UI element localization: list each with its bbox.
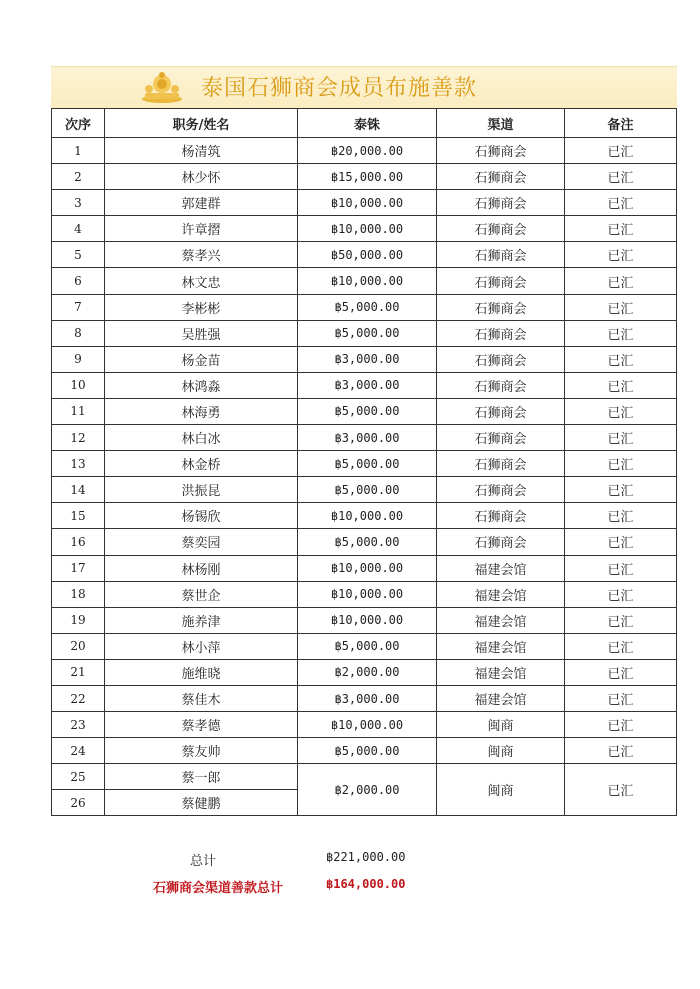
cell-note: 已汇 <box>565 320 677 346</box>
cell-amount: ฿5,000.00 <box>298 529 437 555</box>
table-row-merged-a <box>52 764 677 790</box>
total-value: ฿221,000.00 <box>326 850 406 864</box>
cell-index: 7 <box>52 294 105 320</box>
cell-amount: ฿3,000.00 <box>298 425 437 451</box>
cell-amount: ฿10,000.00 <box>298 268 437 294</box>
cell-channel: 福建会馆 <box>437 633 565 659</box>
table-row <box>52 190 677 216</box>
cell-channel: 石狮商会 <box>437 242 565 268</box>
table-row <box>52 372 677 398</box>
cell-channel: 福建会馆 <box>437 581 565 607</box>
cell-name: 林鸿淼 <box>105 372 298 398</box>
cell-channel: 石狮商会 <box>437 216 565 242</box>
cell-channel: 石狮商会 <box>437 398 565 424</box>
lion-emblem-icon <box>139 70 185 104</box>
cell-name: 杨金苗 <box>105 346 298 372</box>
cell-note: 已汇 <box>565 268 677 294</box>
table-header-row <box>52 109 677 138</box>
cell-amount: ฿20,000.00 <box>298 138 437 164</box>
cell-index: 10 <box>52 372 105 398</box>
cell-channel: 福建会馆 <box>437 685 565 711</box>
table-row <box>52 398 677 424</box>
cell-index: 3 <box>52 190 105 216</box>
cell-note: 已汇 <box>565 242 677 268</box>
cell-amount: ฿10,000.00 <box>298 712 437 738</box>
table-row <box>52 712 677 738</box>
cell-name: 杨清筑 <box>105 138 298 164</box>
cell-index: 13 <box>52 451 105 477</box>
cell-name: 蔡世企 <box>105 581 298 607</box>
cell-channel: 石狮商会 <box>437 451 565 477</box>
table-row <box>52 320 677 346</box>
header-name: 职务/姓名 <box>105 109 298 138</box>
cell-amount: ฿50,000.00 <box>298 242 437 268</box>
cell-name: 林文忠 <box>105 268 298 294</box>
cell-index: 24 <box>52 738 105 764</box>
table-row <box>52 477 677 503</box>
cell-channel: 石狮商会 <box>437 190 565 216</box>
cell-channel: 石狮商会 <box>437 268 565 294</box>
cell-channel: 石狮商会 <box>437 138 565 164</box>
cell-note: 已汇 <box>565 216 677 242</box>
cell-amount: ฿3,000.00 <box>298 685 437 711</box>
cell-channel: 石狮商会 <box>437 425 565 451</box>
table-row <box>52 346 677 372</box>
cell-note: 已汇 <box>565 346 677 372</box>
cell-note: 已汇 <box>565 764 677 816</box>
cell-channel: 石狮商会 <box>437 503 565 529</box>
cell-channel: 石狮商会 <box>437 372 565 398</box>
cell-channel: 福建会馆 <box>437 659 565 685</box>
cell-amount: ฿5,000.00 <box>298 320 437 346</box>
cell-amount: ฿5,000.00 <box>298 294 437 320</box>
cell-amount: ฿10,000.00 <box>298 190 437 216</box>
cell-name: 林小萍 <box>105 633 298 659</box>
cell-index: 23 <box>52 712 105 738</box>
cell-note: 已汇 <box>565 503 677 529</box>
table-row <box>52 242 677 268</box>
table-row <box>52 555 677 581</box>
cell-channel: 石狮商会 <box>437 477 565 503</box>
page-title: 泰国石狮商会成员布施善款 <box>201 76 478 101</box>
cell-name: 蔡健鹏 <box>105 790 298 816</box>
table-row <box>52 451 677 477</box>
cell-note: 已汇 <box>565 529 677 555</box>
cell-name: 许章摺 <box>105 216 298 242</box>
cell-name: 林金桥 <box>105 451 298 477</box>
table-row <box>52 581 677 607</box>
cell-amount: ฿3,000.00 <box>298 346 437 372</box>
cell-index: 6 <box>52 268 105 294</box>
table-row <box>52 216 677 242</box>
cell-note: 已汇 <box>565 659 677 685</box>
cell-note: 已汇 <box>565 555 677 581</box>
cell-amount: ฿5,000.00 <box>298 398 437 424</box>
cell-name: 蔡友帅 <box>105 738 298 764</box>
cell-name: 杨锡欣 <box>105 503 298 529</box>
cell-note: 已汇 <box>565 190 677 216</box>
cell-name: 林杨刚 <box>105 555 298 581</box>
cell-note: 已汇 <box>565 477 677 503</box>
cell-name: 蔡孝兴 <box>105 242 298 268</box>
cell-channel: 福建会馆 <box>437 555 565 581</box>
table-row <box>52 685 677 711</box>
cell-name: 洪振昆 <box>105 477 298 503</box>
cell-index: 14 <box>52 477 105 503</box>
donation-table <box>51 108 677 816</box>
cell-channel: 石狮商会 <box>437 529 565 555</box>
cell-index: 16 <box>52 529 105 555</box>
table-row <box>52 607 677 633</box>
cell-note: 已汇 <box>565 294 677 320</box>
cell-index: 12 <box>52 425 105 451</box>
cell-channel: 闽商 <box>437 712 565 738</box>
cell-index: 5 <box>52 242 105 268</box>
title-bar <box>51 66 677 108</box>
cell-note: 已汇 <box>565 164 677 190</box>
cell-name: 李彬彬 <box>105 294 298 320</box>
table-row <box>52 164 677 190</box>
cell-amount: ฿10,000.00 <box>298 607 437 633</box>
table-row <box>52 268 677 294</box>
cell-channel: 石狮商会 <box>437 346 565 372</box>
cell-note: 已汇 <box>565 372 677 398</box>
cell-name: 林少怀 <box>105 164 298 190</box>
table-row <box>52 425 677 451</box>
header-channel: 渠道 <box>437 109 565 138</box>
cell-channel: 石狮商会 <box>437 164 565 190</box>
cell-note: 已汇 <box>565 138 677 164</box>
cell-note: 已汇 <box>565 633 677 659</box>
table-row <box>52 738 677 764</box>
cell-amount: ฿2,000.00 <box>298 764 437 816</box>
cell-amount: ฿5,000.00 <box>298 451 437 477</box>
table-row <box>52 138 677 164</box>
cell-note: 已汇 <box>565 738 677 764</box>
cell-note: 已汇 <box>565 425 677 451</box>
table-row <box>52 529 677 555</box>
cell-name: 蔡奕园 <box>105 529 298 555</box>
cell-name: 林海勇 <box>105 398 298 424</box>
cell-index: 1 <box>52 138 105 164</box>
cell-index: 21 <box>52 659 105 685</box>
subtotal-label: 石狮商会渠道善款总计 <box>153 881 284 896</box>
cell-name: 蔡佳木 <box>105 685 298 711</box>
cell-index: 26 <box>52 790 105 816</box>
cell-amount: ฿10,000.00 <box>298 581 437 607</box>
cell-index: 20 <box>52 633 105 659</box>
cell-channel: 福建会馆 <box>437 607 565 633</box>
cell-index: 8 <box>52 320 105 346</box>
total-label: 总计 <box>189 854 216 869</box>
cell-index: 9 <box>52 346 105 372</box>
header-index: 次序 <box>52 109 105 138</box>
cell-amount: ฿10,000.00 <box>298 216 437 242</box>
cell-channel: 闽商 <box>437 738 565 764</box>
cell-note: 已汇 <box>565 451 677 477</box>
table-row <box>52 503 677 529</box>
cell-amount: ฿10,000.00 <box>298 503 437 529</box>
cell-index: 11 <box>52 398 105 424</box>
cell-amount: ฿10,000.00 <box>298 555 437 581</box>
cell-name: 蔡一郎 <box>105 764 298 790</box>
cell-name: 吴胜强 <box>105 320 298 346</box>
cell-amount: ฿2,000.00 <box>298 659 437 685</box>
cell-name: 施养津 <box>105 607 298 633</box>
cell-amount: ฿5,000.00 <box>298 477 437 503</box>
cell-channel: 石狮商会 <box>437 294 565 320</box>
table-row <box>52 294 677 320</box>
header-note: 备注 <box>565 109 677 138</box>
cell-index: 25 <box>52 764 105 790</box>
cell-index: 4 <box>52 216 105 242</box>
cell-index: 18 <box>52 581 105 607</box>
cell-note: 已汇 <box>565 398 677 424</box>
subtotal-value: ฿164,000.00 <box>326 877 406 891</box>
cell-note: 已汇 <box>565 712 677 738</box>
cell-name: 郭建群 <box>105 190 298 216</box>
cell-note: 已汇 <box>565 607 677 633</box>
cell-amount: ฿5,000.00 <box>298 633 437 659</box>
cell-index: 15 <box>52 503 105 529</box>
cell-channel: 石狮商会 <box>437 320 565 346</box>
cell-note: 已汇 <box>565 685 677 711</box>
table-row <box>52 633 677 659</box>
table-row <box>52 659 677 685</box>
cell-amount: ฿5,000.00 <box>298 738 437 764</box>
cell-channel: 闽商 <box>437 764 565 816</box>
cell-index: 17 <box>52 555 105 581</box>
header-amount: 泰铢 <box>298 109 437 138</box>
cell-note: 已汇 <box>565 581 677 607</box>
cell-name: 蔡孝德 <box>105 712 298 738</box>
cell-name: 林白冰 <box>105 425 298 451</box>
cell-amount: ฿3,000.00 <box>298 372 437 398</box>
cell-index: 22 <box>52 685 105 711</box>
cell-amount: ฿15,000.00 <box>298 164 437 190</box>
cell-name: 施维晓 <box>105 659 298 685</box>
cell-index: 19 <box>52 607 105 633</box>
cell-index: 2 <box>52 164 105 190</box>
